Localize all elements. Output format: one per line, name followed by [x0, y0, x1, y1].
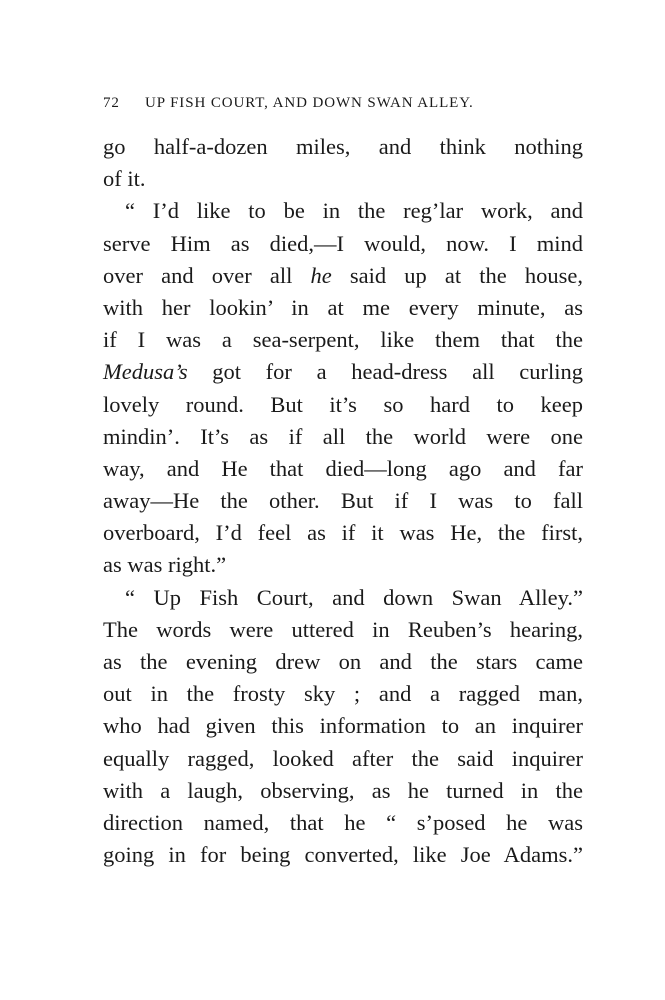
italic-text: Medusa’s	[103, 359, 188, 385]
text-line	[103, 839, 583, 871]
text-line	[103, 743, 583, 775]
text-segment: overboard, I’d feel as if it was He, the first,	[103, 520, 583, 546]
text-segment: said up at the house,	[331, 262, 583, 288]
text-segment: mindin’. It’s as if all the world were one	[103, 423, 583, 449]
page-number: 72	[103, 95, 120, 111]
text-line	[103, 131, 583, 163]
text-segment: with her lookin’ in at me every minute, as	[103, 294, 583, 320]
text-line	[103, 582, 583, 614]
text-line	[103, 710, 583, 742]
text-line	[103, 549, 583, 581]
body-text	[103, 131, 583, 871]
text-segment: over and over all	[103, 262, 311, 288]
text-line	[103, 163, 583, 195]
italic-text: he	[310, 262, 332, 288]
text-segment: as the evening drew on and the stars came	[103, 649, 583, 674]
text-segment: “ I’d like to be in the reg’lar work, and	[125, 198, 583, 224]
text-line	[103, 646, 583, 678]
text-segment: got for a head-dress all curling	[187, 359, 583, 385]
text-segment: going in for being converted, like Joe Adams.”	[103, 842, 583, 868]
text-segment: with a laugh, observing, as he turned in the	[103, 777, 583, 803]
text-line	[103, 614, 583, 646]
text-segment: direction named, that he “ s’posed he was	[103, 809, 583, 835]
text-line	[103, 228, 583, 260]
text-segment: serve Him as died,—I would, now. I mind	[103, 230, 583, 256]
text-segment: equally ragged, looked after the said inquirer	[103, 745, 583, 771]
text-line	[103, 485, 583, 517]
text-segment: way, and He that died—long ago and far	[103, 455, 583, 481]
running-head	[103, 95, 585, 117]
text-segment: of it.	[103, 166, 146, 192]
text-segment: out in the frosty sky ; and a ragged man,	[103, 681, 583, 707]
text-line	[103, 195, 583, 227]
text-line	[103, 324, 583, 356]
text-line	[103, 292, 583, 324]
text-segment: away—He the other. But if I was to fall	[103, 488, 583, 514]
text-line	[103, 775, 583, 807]
text-line	[103, 807, 583, 839]
text-line	[103, 389, 583, 421]
text-line	[103, 517, 583, 549]
text-segment: lovely round. But it’s so hard to keep	[103, 391, 583, 417]
text-segment: who had given this information to an inquirer	[103, 713, 583, 739]
text-segment: if I was a sea-serpent, like them that the	[103, 327, 583, 353]
text-segment: go half-a-dozen miles, and think nothing	[103, 134, 583, 159]
text-line	[103, 453, 583, 485]
running-title: UP FISH COURT, AND DOWN SWAN ALLEY.	[145, 95, 474, 111]
text-segment: The words were uttered in Reuben’s hearing,	[103, 616, 583, 642]
text-line	[103, 678, 583, 710]
text-line	[103, 356, 583, 388]
text-line	[103, 421, 583, 453]
text-segment: as was right.”	[103, 552, 227, 578]
text-segment: “ Up Fish Court, and down Swan Alley.”	[125, 584, 583, 610]
text-line	[103, 260, 583, 292]
